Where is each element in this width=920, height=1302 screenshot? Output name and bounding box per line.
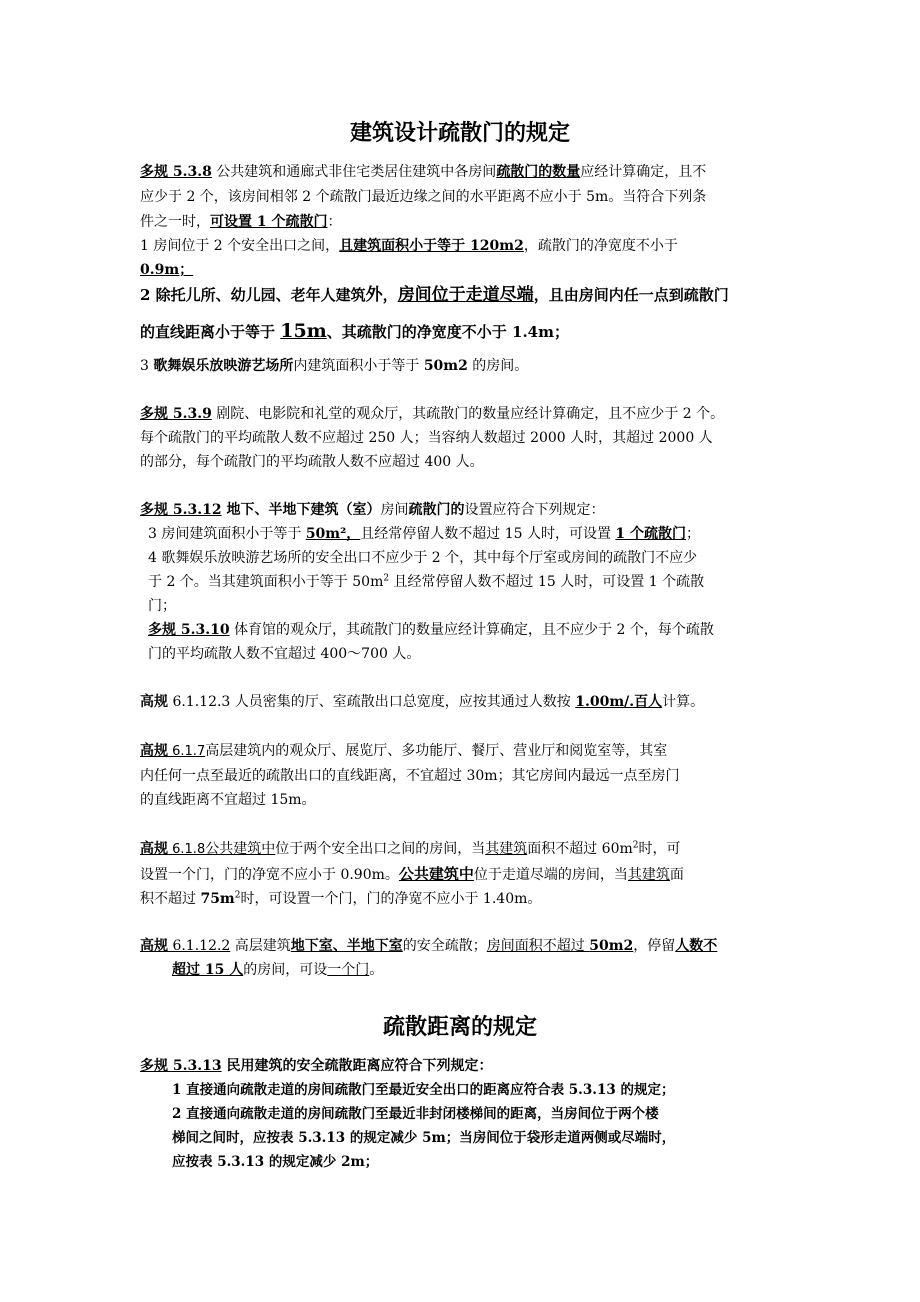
s6-text: 面 xyxy=(669,867,684,883)
s3-highlight: 1 个疏散门 xyxy=(615,526,687,542)
s3-rule-5310 xyxy=(148,620,714,640)
s1-text: 1 房间位于 2 个安全出口之间， xyxy=(140,238,340,254)
s1-item-3 xyxy=(140,356,528,376)
s7-text: ，停留 xyxy=(633,938,676,954)
s3-text: 于 2 个。当其建筑面积小于等于 50m xyxy=(148,574,384,590)
s1-highlight: 房间位于走道尽端 xyxy=(397,285,534,305)
s3-text: 疏散门的 xyxy=(408,502,465,518)
s1-line-2: 应少于 2 个，该房间相邻 2 个疏散门最近边缘之间的水平距离不应小于 5m。当符合下列条 xyxy=(140,189,707,205)
s3-rule-5310-cont: 门的平均疏散人数不宜超过 400～700 人。 xyxy=(148,646,421,662)
s7-highlight: 一个门 xyxy=(327,962,370,978)
s8-item-1: 1 直接通向疏散走道的房间疏散门至最近安全出口的距离应符合表 5.3.13 的规定； xyxy=(172,1082,675,1098)
s5-line-2: 内任何一点至最近的疏散出口的直线距离，不宜超过 30m；其它房间内最远一点至房门 xyxy=(140,768,680,784)
s6-text: 75m xyxy=(200,891,235,907)
s6-highlight: 其建筑 xyxy=(485,841,528,857)
s3-text: 3 房间建筑面积小于等于 xyxy=(148,526,306,542)
s1-text: ： xyxy=(327,214,342,230)
s6-line-2 xyxy=(140,864,684,885)
s1-highlight: 0.9m； xyxy=(140,262,194,278)
s1-highlight: 15m xyxy=(280,320,327,342)
s8-ref: 多规 5.3.13 xyxy=(140,1058,222,1074)
s8-item-2: 2 直接通向疏散走道的房间疏散门至最近非封闭楼梯间的距离，当房间位于两个楼 xyxy=(172,1106,659,1122)
s1-text: 件之一时， xyxy=(140,214,210,230)
s1-text: ， xyxy=(382,286,398,304)
s6-highlight: 公共建筑中 xyxy=(205,841,276,857)
s1-item-1-cont xyxy=(140,260,193,280)
s3-item-4: 4 歌舞娱乐放映游艺场所的安全出口不应少于 2 个，其中每个厅室或房间的疏散门不应少 xyxy=(148,550,698,566)
s4-ref: 高规 xyxy=(140,694,168,710)
s7-highlight: 房间面积不超过 xyxy=(486,938,590,954)
s7-text: 。 xyxy=(369,962,384,978)
s7-line-1 xyxy=(140,936,717,956)
page-title-evacuation-doors: 建筑设计疏散门的规定 xyxy=(349,120,570,146)
s1-text: 内建筑面积小于等于 xyxy=(293,358,424,374)
s1-text: 外 xyxy=(365,285,383,305)
s5-num: 6.1.7 xyxy=(168,744,206,759)
s6-text: 位于两个安全出口之间的房间，当 xyxy=(275,841,486,857)
s4-line xyxy=(140,692,704,712)
s7-text: 的安全疏散； xyxy=(402,938,487,954)
s1-item-1 xyxy=(140,236,678,256)
s3-heading xyxy=(140,500,604,520)
s5-line-3: 的直线距离不宜超过 15m。 xyxy=(140,792,316,808)
s3-text: 设置应符合下列规定： xyxy=(464,502,605,518)
s7-ref: 高规 xyxy=(140,938,168,954)
s1-text: 3 xyxy=(140,358,154,374)
s3-superscript: 2 xyxy=(383,573,390,584)
s6-line-3 xyxy=(140,889,541,909)
s5-text: 高层建筑内的观众厅、展览厅、多功能厅、餐厅、营业厅和阅览室等，其室 xyxy=(205,743,668,759)
s6-text: 位于走道尽端的房间，当 xyxy=(473,867,628,883)
s1-text: ，疏散门的净宽度不小于 xyxy=(523,238,678,254)
s7-highlight: 人数不 xyxy=(675,938,718,954)
s6-line-1 xyxy=(140,839,681,860)
s3-item-3 xyxy=(148,524,700,544)
s1-ref: 多规 5.3.8 xyxy=(140,164,212,180)
s6-superscript: 2 xyxy=(234,890,241,901)
s1-highlight: 且建筑面积小于等于 120m2 xyxy=(339,238,524,254)
s6-highlight: 公共建筑中 xyxy=(398,865,474,883)
s6-highlight: 其建筑 xyxy=(627,867,670,883)
s6-text: 面积不超过 60m xyxy=(527,841,633,857)
page-title-evacuation-distance: 疏散距离的规定 xyxy=(382,1014,537,1040)
s1-text: 的直线距离小于等于 xyxy=(140,323,281,341)
s3-text: ； xyxy=(686,526,701,542)
s1-line-1 xyxy=(140,162,706,182)
s3-text: 房间 xyxy=(380,502,409,518)
s2-line-1 xyxy=(140,404,724,424)
s5-line-1 xyxy=(140,741,667,762)
s3-text: 且经常停留人数不超过 15 人时，可设置 1 个疏散 xyxy=(389,574,705,590)
s7-num: 6.1.12.2 xyxy=(168,938,231,954)
s7-text: 高层建筑 xyxy=(230,938,291,954)
s2-text: 剧院、电影院和礼堂的观众厅，其疏散门的数量应经计算确定，且不应少于 2 个。 xyxy=(211,406,725,422)
s1-item-2-cont xyxy=(140,319,569,344)
s1-text: 50m2 xyxy=(423,358,468,374)
s3-ref: 多规 5.3.12 xyxy=(140,502,222,518)
s1-text: ，且由房间内任一点到疏散门 xyxy=(533,286,729,304)
s8-item-2-end: 应按表 5.3.13 的规定减少 2m； xyxy=(172,1154,379,1170)
s3-text: 且经常停留人数不超过 15 人时，可设置 xyxy=(360,526,616,542)
s6-text: 设置一个门，门的净宽不应小于 0.90m。 xyxy=(140,867,399,883)
s1-text: 、其疏散门的净宽度不小于 1.4m； xyxy=(326,323,569,341)
s6-num: 6.1.8 xyxy=(168,842,206,857)
s3-text: 体育馆的观众厅，其疏散门的数量应经计算确定，且不应少于 2 个，每个疏散 xyxy=(229,622,714,638)
s7-text: 的房间，可设 xyxy=(243,962,328,978)
s3-item-4-cont xyxy=(148,572,704,592)
s8-item-2-cont: 梯间之间时，应按表 5.3.13 的规定减少 5m；当房间位于袋形走道两侧或尽端时， xyxy=(172,1130,676,1146)
s1-text: 公共建筑和通廊式非住宅类居住建筑中各房间 xyxy=(211,164,497,180)
s1-line-3 xyxy=(140,212,342,232)
s7-line-2 xyxy=(172,960,383,980)
s3-item-4-end: 门； xyxy=(148,598,176,614)
s8-heading xyxy=(140,1056,492,1076)
s2-ref: 多规 5.3.9 xyxy=(140,406,212,422)
s4-highlight: 1.00m/.百人 xyxy=(575,694,663,710)
s6-superscript: 2 xyxy=(632,840,639,851)
s3-ref-5310: 多规 5.3.10 xyxy=(148,622,230,638)
s2-line-3: 的部分，每个疏散门的平均疏散人数不应超过 400 人。 xyxy=(140,454,484,470)
s1-highlight: 可设置 1 个疏散门 xyxy=(210,214,328,230)
s1-text: 2 除托儿所、幼儿园、老年人建筑 xyxy=(140,286,366,304)
s4-text: 计算。 xyxy=(662,694,705,710)
s8-text: 民用建筑的安全疏散距离应符合下列规定： xyxy=(221,1058,493,1074)
s6-text: 时，可设置一个门，门的净宽不应小于 1.40m。 xyxy=(240,891,542,907)
s1-text: 应经计算确定，且不 xyxy=(580,164,707,180)
s5-ref: 高规 xyxy=(140,743,168,759)
s6-text: 时，可 xyxy=(638,841,681,857)
s7-highlight: 50m2 xyxy=(589,938,634,954)
s3-highlight: 50m²， xyxy=(305,526,361,542)
s2-line-2: 每个疏散门的平均疏散人数不应超过 250 人；当容纳人数超过 2000 人时，其超过 2000 人 xyxy=(140,430,713,446)
s3-text: 地下、半地下建筑（室） xyxy=(221,502,381,518)
s7-highlight: 超过 15 人 xyxy=(172,962,244,978)
s4-text: 6.1.12.3 人员密集的厅、室疏散出口总宽度，应按其通过人数按 xyxy=(168,694,576,710)
s6-ref: 高规 xyxy=(140,841,168,857)
s6-text: 积不超过 xyxy=(140,891,201,907)
s1-text: 的房间。 xyxy=(467,358,529,374)
s7-highlight: 地下室、半地下室 xyxy=(290,938,403,954)
s1-item-2 xyxy=(140,285,729,305)
s1-text: 歌舞娱乐放映游艺场所 xyxy=(153,358,294,374)
s1-highlight: 疏散门的数量 xyxy=(496,164,581,180)
